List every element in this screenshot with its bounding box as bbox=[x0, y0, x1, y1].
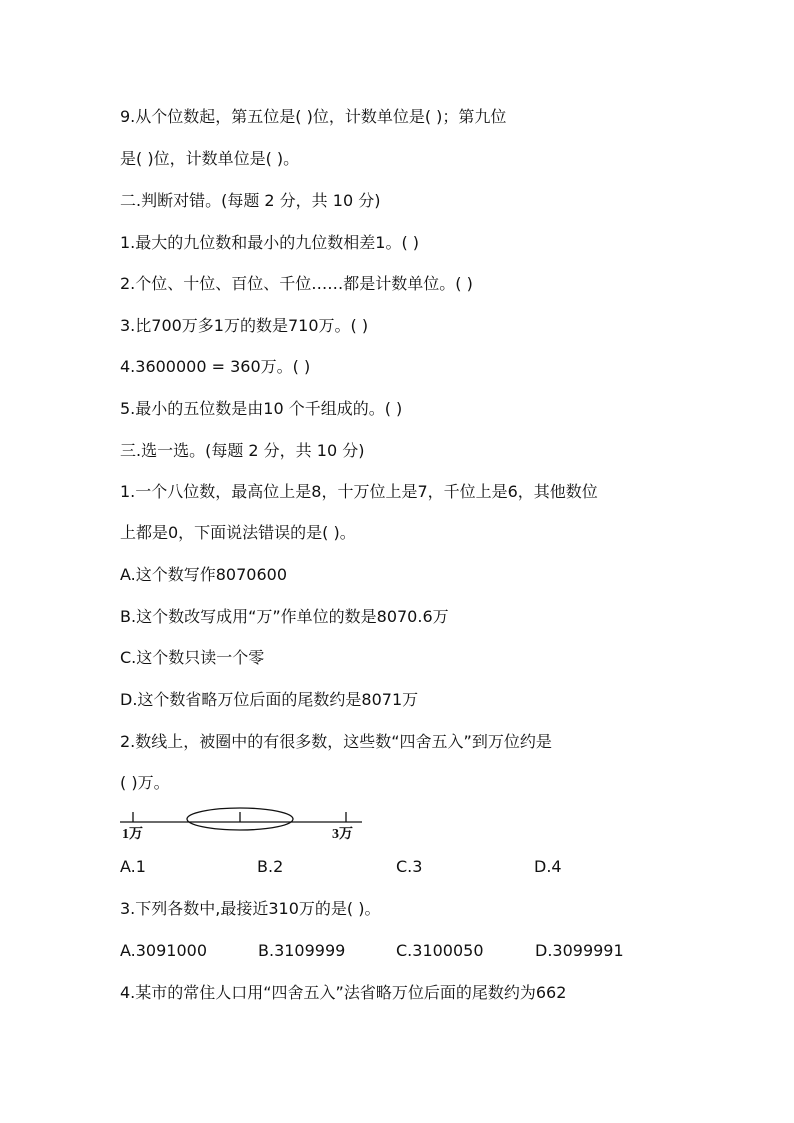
number-line-right-label: 3万 bbox=[332, 827, 353, 842]
choice-3-option-c: C.3100050 bbox=[396, 941, 484, 960]
question-9-line-1: 9.从个位数起，第五位是( )位，计数单位是( )；第九位 bbox=[120, 107, 507, 126]
choice-3-option-a: A.3091000 bbox=[120, 941, 208, 960]
choice-question-1-line-2: 上都是0，下面说法错误的是( )。 bbox=[120, 523, 356, 542]
choice-1-option-b: B.这个数改写成用“万”作单位的数是8070.6万 bbox=[120, 607, 449, 626]
number-line-figure bbox=[116, 804, 376, 842]
choice-1-option-d: D.这个数省略万位后面的尾数约是8071万 bbox=[120, 690, 419, 709]
judge-question-4: 4.3600000 = 360万。( ) bbox=[120, 357, 311, 376]
choice-3-option-d: D.3099991 bbox=[535, 941, 624, 960]
section-3-heading: 三.选一选。(每题 2 分，共 10 分) bbox=[120, 441, 365, 460]
choice-2-option-d: D.4 bbox=[534, 857, 562, 876]
choice-question-2-line-2: ( )万。 bbox=[120, 773, 170, 792]
choice-question-3: 3.下列各数中,最接近310万的是( )。 bbox=[120, 899, 381, 918]
judge-question-2: 2.个位、十位、百位、千位……都是计数单位。( ) bbox=[120, 274, 473, 293]
question-9-line-2: 是( )位，计数单位是( )。 bbox=[120, 149, 300, 168]
judge-question-3: 3.比700万多1万的数是710万。( ) bbox=[120, 316, 369, 335]
choice-1-option-a: A.这个数写作8070600 bbox=[120, 565, 288, 584]
choice-2-option-b: B.2 bbox=[257, 857, 284, 876]
choice-question-4: 4.某市的常住人口用“四舍五入”法省略万位后面的尾数约为662 bbox=[120, 983, 567, 1002]
choice-3-option-b: B.3109999 bbox=[258, 941, 346, 960]
choice-2-option-c: C.3 bbox=[396, 857, 423, 876]
number-line-left-label: 1万 bbox=[122, 827, 143, 842]
choice-question-1-line-1: 1.一个八位数，最高位上是8，十万位上是7，千位上是6，其他数位 bbox=[120, 482, 598, 501]
choice-1-option-c: C.这个数只读一个零 bbox=[120, 648, 265, 667]
section-2-heading: 二.判断对错。(每题 2 分，共 10 分) bbox=[120, 191, 381, 210]
choice-2-option-a: A.1 bbox=[120, 857, 146, 876]
judge-question-5: 5.最小的五位数是由10 个千组成的。( ) bbox=[120, 399, 403, 418]
choice-question-2-line-1: 2.数线上，被圈中的有很多数，这些数“四舍五入”到万位约是 bbox=[120, 732, 552, 751]
judge-question-1: 1.最大的九位数和最小的九位数相差1。( ) bbox=[120, 233, 420, 252]
